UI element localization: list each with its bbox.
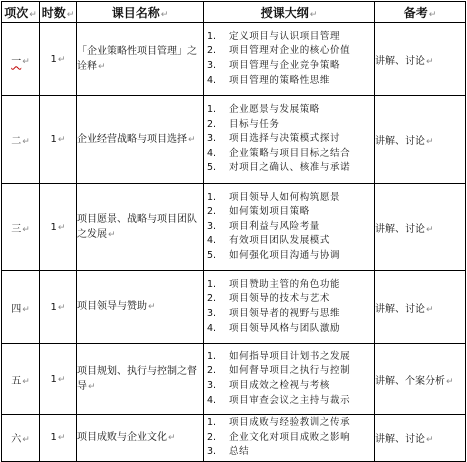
note-text: 讲解、讨论: [375, 136, 425, 147]
outline-list: [206, 30, 374, 88]
outline-list: [206, 103, 374, 176]
outline-item-number: 2.: [207, 365, 217, 377]
header-row: [2, 2, 466, 23]
paragraph-mark: ↵: [98, 61, 106, 72]
outline-item: [207, 307, 374, 322]
note-cell: [375, 271, 466, 344]
round-cell: [2, 184, 40, 271]
paragraph-mark: ↵: [108, 229, 116, 240]
outline-item-text: 如何策划项目策略: [229, 206, 310, 218]
outline-item-text: 企业愿景与发展策略: [229, 104, 320, 116]
header-outline-label: 授课大纲: [260, 5, 309, 20]
header-hours: [40, 2, 77, 23]
outline-list: [206, 191, 374, 264]
outline-item-number: 5.: [207, 162, 217, 174]
paragraph-mark: ↵: [160, 9, 169, 20]
round-number: 二: [11, 136, 22, 147]
outline-item-number: 1.: [207, 350, 217, 362]
table-row: [2, 23, 466, 96]
outline-item-number: 3.: [207, 446, 217, 458]
outline-item-text: 总结: [229, 446, 250, 458]
outline-item: [207, 322, 374, 337]
paragraph-mark: ↵: [446, 376, 454, 387]
note-text: 讲解、讨论: [375, 434, 425, 446]
outline-cell: [204, 271, 375, 344]
outline-item: [207, 132, 374, 147]
outline-item-text: 定义项目与认识项目管理: [229, 30, 341, 42]
outline-item-text: 项目管理的策略性思维: [229, 74, 331, 86]
paragraph-mark: ↵: [22, 376, 30, 387]
hours-cell: [40, 23, 77, 96]
outline-item: [207, 191, 374, 206]
note-cell: [375, 184, 466, 271]
paragraph-mark: ↵: [188, 134, 196, 145]
hours-cell: [40, 184, 77, 271]
outline-item: [207, 220, 374, 235]
outline-item: [207, 292, 374, 307]
paragraph-mark: ↵: [22, 435, 30, 446]
paragraph-mark: ↵: [22, 137, 30, 147]
outline-cell: [204, 184, 375, 271]
paragraph-mark: ↵: [426, 304, 434, 315]
course-name-cell: [77, 184, 204, 271]
outline-item-text: 项目领导风格与团队激励: [229, 322, 341, 334]
round-cell: [2, 23, 40, 96]
note-cell: [375, 344, 466, 415]
course-name: 项目领导与赞助: [77, 301, 147, 312]
outline-item-number: 4.: [207, 235, 217, 247]
header-outline: [204, 2, 375, 23]
hours-value: 1: [50, 301, 57, 313]
course-name-cell: [77, 271, 204, 344]
outline-item-number: 1.: [207, 104, 217, 116]
outline-item: [207, 74, 374, 89]
outline-item-text: 项目成败与经验教训之传承: [229, 417, 351, 428]
outline-cell: [204, 415, 375, 462]
outline-item: [207, 118, 374, 133]
outline-item: [207, 350, 374, 365]
outline-item-number: 4.: [207, 322, 217, 334]
note-cell: [375, 415, 466, 462]
outline-list: [206, 278, 374, 336]
header-round-label: 项次: [4, 5, 29, 20]
round-cell: [2, 271, 40, 344]
round-number: 五: [11, 375, 22, 387]
outline-item-number: 5.: [207, 249, 217, 261]
course-name-cell: [77, 415, 204, 462]
course-name-cell: [77, 23, 204, 96]
outline-item-number: 1.: [207, 191, 217, 203]
paragraph-mark: ↵: [428, 9, 437, 20]
outline-item-number: 1.: [207, 30, 217, 42]
course-name: 企业经营战略与项目选择: [77, 133, 187, 145]
paragraph-mark: ↵: [57, 302, 66, 313]
table-row: [2, 271, 466, 344]
outline-item-number: 3.: [207, 133, 217, 145]
paragraph-mark: ↵: [57, 374, 66, 385]
table-body: [2, 23, 466, 462]
outline-item-number: 2.: [207, 431, 217, 443]
outline-item: [207, 431, 374, 446]
paragraph-mark: ↵: [66, 9, 75, 20]
outline-item-text: 项目利益与风险考量: [229, 220, 320, 232]
paragraph-mark: ↵: [57, 222, 66, 233]
note-cell: [375, 23, 466, 96]
paragraph-mark: ↵: [426, 224, 434, 235]
header-name: [77, 2, 204, 23]
round-number: 一: [11, 55, 22, 67]
outline-cell: [204, 344, 375, 415]
outline-item-text: 如何指导项目计划书之发展: [229, 350, 351, 362]
round-number: 四: [11, 303, 22, 315]
course-name: 项目愿景、战略与项目团队之发展: [77, 213, 197, 240]
hours-value: 1: [50, 432, 57, 444]
paragraph-mark: ↵: [426, 56, 434, 67]
outline-item-text: 项目选择与决策模式探讨: [229, 133, 341, 145]
hours-value: 1: [50, 221, 57, 233]
table-row: [2, 415, 466, 462]
outline-item-number: 3.: [207, 380, 217, 391]
paragraph-mark: ↵: [426, 137, 434, 147]
outline-item: [207, 416, 374, 431]
hours-cell: [40, 271, 77, 344]
outline-item: [207, 44, 374, 59]
outline-item-text: 目标与任务: [229, 118, 280, 130]
outline-item: [207, 59, 374, 74]
round-cell: [2, 415, 40, 462]
outline-list: [206, 416, 374, 460]
round-number: 三: [11, 223, 22, 235]
paragraph-mark: ↵: [29, 9, 37, 20]
outline-item-text: 项目管理与企业竞争策略: [229, 60, 341, 71]
hours-value: 1: [50, 373, 57, 385]
paragraph-mark: ↵: [57, 135, 66, 145]
course-name: 「企业策略性项目管理」之诠释: [77, 45, 197, 72]
outline-item-text: 有效项目团队发展模式: [229, 235, 331, 247]
outline-item: [207, 278, 374, 293]
note-text: 讲解、讨论: [375, 223, 425, 235]
outline-item-text: 企业策略与项目目标之结合: [229, 147, 351, 159]
outline-item: [207, 161, 374, 176]
paragraph-mark: ↵: [148, 302, 156, 312]
outline-item-text: 项目审查会议之主持与裁示: [229, 394, 351, 406]
header-round: [2, 2, 40, 23]
round-cell: [2, 96, 40, 184]
outline-item: [207, 445, 374, 460]
hours-cell: [40, 344, 77, 415]
outline-item-number: 2.: [207, 293, 217, 305]
outline-item-number: 2.: [207, 118, 217, 130]
outline-item-number: 2.: [207, 206, 217, 218]
outline-item-number: 3.: [207, 60, 217, 71]
outline-item-text: 项目领导的技术与艺术: [229, 293, 331, 305]
outline-item: [207, 147, 374, 162]
course-name: 项目成败与企业文化: [77, 431, 167, 443]
outline-cell: [204, 96, 375, 184]
note-cell: [375, 96, 466, 184]
outline-item-text: 项目赞助主管的角色功能: [229, 278, 341, 290]
note-text: 讲解、讨论: [375, 303, 425, 315]
outline-item-text: 项目领导人如何构筑愿景: [229, 191, 341, 203]
paragraph-mark: ↵: [426, 435, 434, 446]
round-cell: [2, 344, 40, 415]
paragraph-mark: ↵: [22, 224, 30, 235]
paragraph-mark: ↵: [168, 432, 176, 443]
outline-item-number: 4.: [207, 74, 217, 86]
course-name: 项目规划、执行与控制之督导: [77, 365, 197, 392]
table-row: [2, 184, 466, 271]
outline-item: [207, 205, 374, 220]
header-note: [375, 2, 466, 23]
outline-item-text: 项目管理对企业的核心价值: [229, 45, 351, 57]
outline-item-text: 如何督导项目之执行与控制: [229, 365, 351, 377]
outline-item: [207, 30, 374, 45]
outline-list: [206, 350, 374, 408]
round-number: 六: [11, 434, 22, 446]
outline-item-number: 1.: [207, 278, 217, 290]
outline-item-text: 项目领导者的视野与思维: [229, 308, 341, 319]
paragraph-mark: ↵: [57, 54, 66, 65]
hours-cell: [40, 415, 77, 462]
header-name-label: 课目名称: [111, 5, 160, 20]
note-text: 讲解、个案分析: [375, 375, 445, 387]
outline-item: [207, 394, 374, 409]
table-row: [2, 96, 466, 184]
outline-item-text: 项目成效之检视与考核: [229, 380, 331, 391]
course-name-cell: [77, 344, 204, 415]
outline-item: [207, 379, 374, 394]
outline-item-number: 1.: [207, 417, 217, 428]
outline-item-number: 2.: [207, 45, 217, 57]
outline-item-text: 企业文化对项目成败之影响: [229, 431, 351, 443]
course-name-cell: [77, 96, 204, 184]
header-note-label: 备考: [403, 5, 428, 20]
course-outline-table: [1, 1, 466, 462]
table-row: [2, 344, 466, 415]
paragraph-mark: ↵: [88, 381, 96, 392]
paragraph-mark: ↵: [22, 304, 30, 315]
outline-item: [207, 249, 374, 264]
outline-item: [207, 364, 374, 379]
header-hours-label: 时数: [41, 5, 66, 20]
outline-item: [207, 234, 374, 249]
outline-item-text: 如何强化项目沟通与协调: [229, 249, 341, 261]
outline-item-number: 3.: [207, 308, 217, 319]
hours-cell: [40, 96, 77, 184]
outline-item-number: 3.: [207, 220, 217, 232]
note-text: 讲解、讨论: [375, 55, 425, 67]
hours-value: 1: [50, 53, 57, 65]
outline-item: [207, 103, 374, 118]
outline-item-number: 4.: [207, 394, 217, 406]
paragraph-mark: ↵: [22, 56, 30, 67]
paragraph-mark: ↵: [57, 433, 66, 444]
outline-cell: [204, 23, 375, 96]
hours-value: 1: [50, 134, 57, 145]
paragraph-mark: ↵: [309, 9, 318, 20]
outline-item-number: 4.: [207, 147, 217, 159]
outline-item-text: 对项目之确认、核准与承诺: [229, 162, 351, 174]
